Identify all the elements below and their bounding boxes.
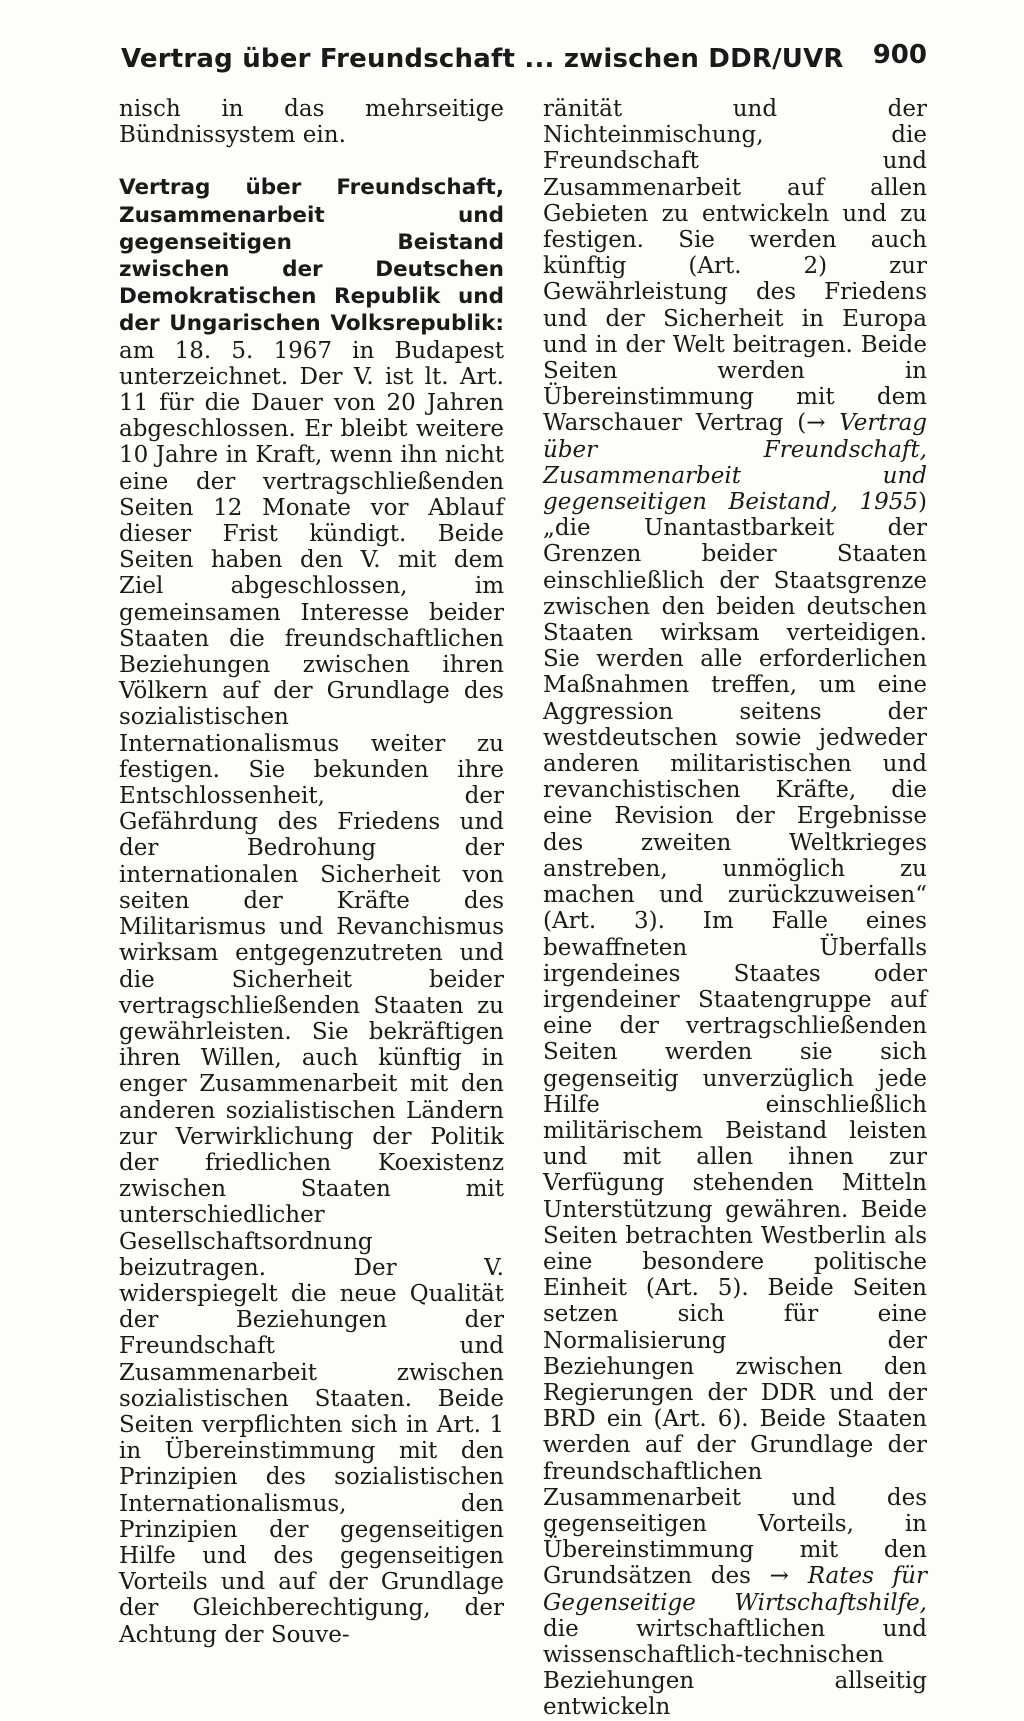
body-text-part-2: ) „die Unantastbarkeit der Grenzen beider Staaten einschließlich der Staatsgrenze zwischen den beiden deutschen Staaten wirksam verteidigen. Sie werden alle erforderlichen Maßnahmen treffen, um eine Aggression seitens der westdeutschen sowie jedweder anderen militaristischen und revanchistischen Kräfte, die eine Revision der Ergebnisse des zweiten Weltkrieges anstreben, unmöglich zu machen und zurückzuweisen“ (Art. 3). Im Falle eines bewaffneten Überfalls irgendeines Staates oder irgendeiner Staatengruppe auf eine der vertragschließenden Seiten werden sie sich gegenseitig unverzüglich jede Hilfe einschließlich militärischem Beistand leisten und mit allen ihnen zur Verfügung stehenden Mitteln Unterstützung gewähren. Beide Seiten betrachten Westberlin als eine besondere politische Einheit (Art. 5). Beide Seiten setzen sich für eine Normalisierung der Beziehungen zwischen den Regierungen der DDR und der BRD ein (Art. 6). Beide Staaten werden auf der Grundlage der freundschaftlichen Zusammenarbeit und des gegenseitigen Vorteils, in Übereinstimmung mit den Grundsätzen des →	[543, 489, 927, 1590]
entry-body: am 18. 5. 1967 in Budapest unterzeichnet. Der V. ist lt. Art. 11 für die Dauer von 20 Jahren abgeschlossen. Er bleibt weitere 10 Jahre in Kraft, wenn ihn nicht eine der vertragschließenden Seiten 12 Monate vor Ablauf dieser Frist kündigt. Beide Seiten haben den V. mit dem Ziel abgeschlossen, im gemeinsamen Interesse beider Staaten die freundschaftlichen Beziehungen zwischen ihren Völkern auf der Grundlage des sozialistischen Internationalismus weiter zu festigen. Sie bekunden ihre Entschlossenheit, der Gefährdung des Friedens und der Bedrohung der internationalen Sicherheit von seiten der Kräfte des Militarismus und Revanchismus wirksam entgegenzutreten und die Sicherheit beider vertragschließenden Staaten zu gewährleisten. Sie bekräftigen ihren Willen, auch künftig in enger Zusammenarbeit mit den anderen sozialistischen Ländern zur Verwirklichung der Politik der friedlichen Koexistenz zwischen Staaten mit unterschiedlicher Gesellschaftsordnung beizutragen. Der V. widerspiegelt die neue Qualität der Beziehungen der Freundschaft und Zusammenarbeit zwischen sozialistischen Staaten. Beide Seiten verpflichten sich in Art. 1 in Übereinstimmung mit den Prinzipien des sozialistischen Internationalismus, den Prinzipien der gegenseitigen Hilfe und des gegenseitigen Vorteils und auf der Grundlage der Gleichberechtigung, der Achtung der Souve-	[119, 337, 504, 1648]
dictionary-entry	[119, 174, 504, 1647]
page-number: 900	[872, 40, 927, 70]
body-text-part-3: die wirtschaftlichen und wissenschaftlich-technischen Beziehungen allseitig entwickeln	[543, 1615, 927, 1721]
body-text-part-1: ränität und der Nichteinmischung, die Freundschaft und Zusammenarbeit auf allen Gebieten zu entwickeln und zu festigen. Sie werden auch künftig (Art. 2) zur Gewährleistung des Friedens und der Sicherheit in Europa und in der Welt beitragen. Beide Seiten werden in Übereinstimmung mit dem Warschauer Vertrag (→	[543, 96, 927, 437]
cross-reference-rgw: Rates für Gegenseitige Wirtschaftshilfe,	[543, 1563, 927, 1616]
page-header	[121, 38, 927, 86]
running-title: Vertrag über Freundschaft ... zwischen DDR/UVR	[121, 44, 844, 74]
left-column	[119, 96, 504, 1648]
continuation-paragraph: nisch in das mehrseitige Bündnissystem ein.	[119, 96, 504, 149]
entry-heading: Vertrag über Freundschaft, Zusammenarbeit und gegenseitigen Beistand zwischen der Deutschen Demokratischen Republik und der Ungarischen Volksrepublik:	[119, 175, 504, 337]
entry-body-continued	[543, 96, 927, 1721]
cross-reference-warsaw-treaty: Vertrag über Freundschaft, Zusammenarbeit und gegenseitigen Beistand, 1955	[543, 410, 928, 516]
right-column	[543, 96, 927, 1721]
